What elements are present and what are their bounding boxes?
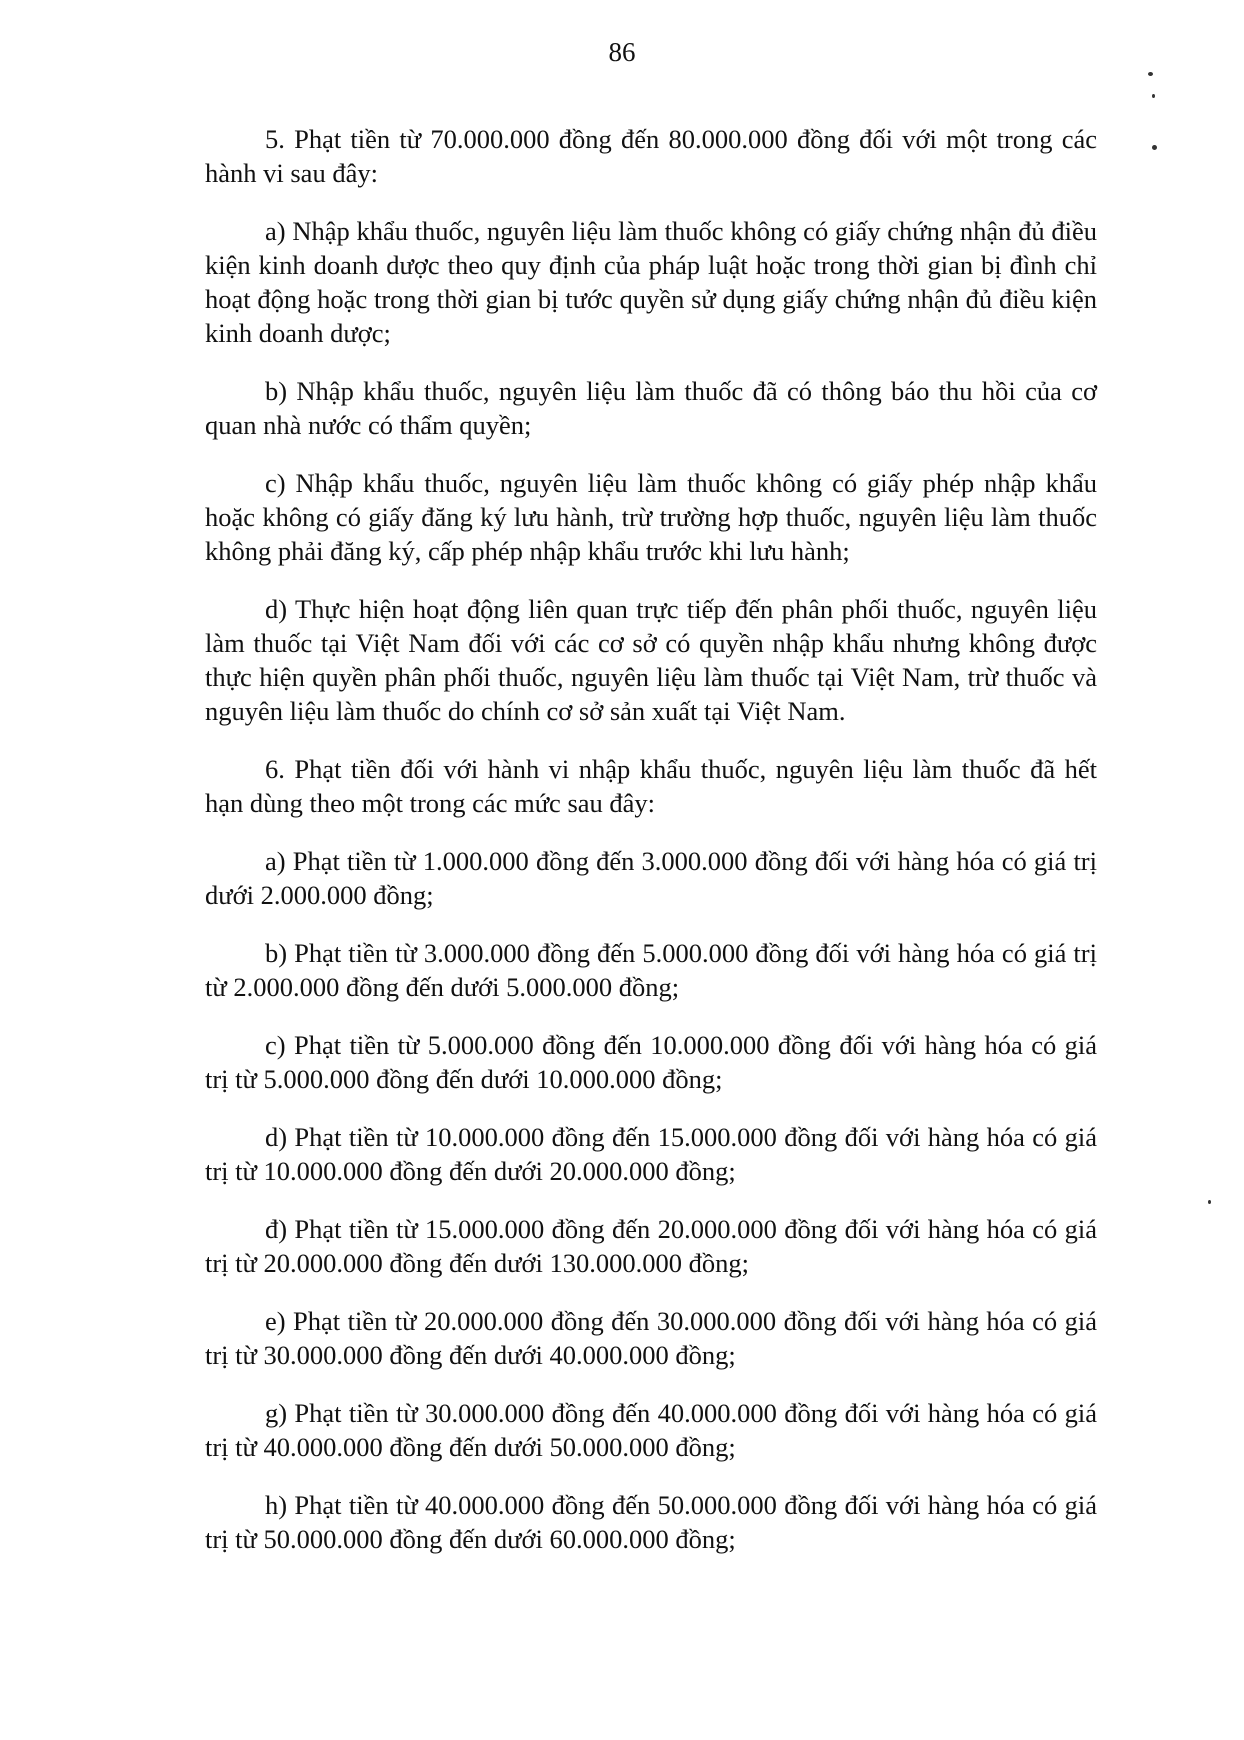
clause-6-dd: đ) Phạt tiền từ 15.000.000 đồng đến 20.000.000 đồng đối với hàng hóa có giá trị từ 20.000.000 đồng đến dưới 130.000.000 đồng; xyxy=(205,1214,1097,1278)
scan-speck xyxy=(1152,94,1155,98)
clause-5-a: a) Nhập khẩu thuốc, nguyên liệu làm thuốc không có giấy chứng nhận đủ điều kiện kinh doanh dược theo quy định của pháp luật hoặc trong thời gian bị đình chỉ hoạt động hoặc trong thời gian bị tước quyền sử dụng giấy chứng nhận đủ điều kiện kinh doanh dược; xyxy=(205,216,1097,348)
scan-speck xyxy=(1208,1200,1211,1204)
clause-6: 6. Phạt tiền đối với hành vi nhập khẩu thuốc, nguyên liệu làm thuốc đã hết hạn dùng theo một trong các mức sau đây: xyxy=(205,754,1097,818)
clause-6-d: d) Phạt tiền từ 10.000.000 đồng đến 15.000.000 đồng đối với hàng hóa có giá trị từ 10.000.000 đồng đến dưới 20.000.000 đồng; xyxy=(205,1122,1097,1186)
page-number: 86 xyxy=(608,37,636,67)
clause-6-a: a) Phạt tiền từ 1.000.000 đồng đến 3.000.000 đồng đối với hàng hóa có giá trị dưới 2.000.000 đồng; xyxy=(205,846,1097,910)
clause-6-e: e) Phạt tiền từ 20.000.000 đồng đến 30.000.000 đồng đối với hàng hóa có giá trị từ 30.000.000 đồng đến dưới 40.000.000 đồng; xyxy=(205,1306,1097,1370)
document-body xyxy=(205,122,1097,1580)
scan-speck xyxy=(1148,72,1153,76)
clause-6-g: g) Phạt tiền từ 30.000.000 đồng đến 40.000.000 đồng đối với hàng hóa có giá trị từ 40.000.000 đồng đến dưới 50.000.000 đồng; xyxy=(205,1398,1097,1462)
clause-5: 5. Phạt tiền từ 70.000.000 đồng đến 80.000.000 đồng đối với một trong các hành vi sau đây: xyxy=(205,124,1097,188)
clause-5-d: d) Thực hiện hoạt động liên quan trực tiếp đến phân phối thuốc, nguyên liệu làm thuốc tại Việt Nam đối với các cơ sở có quyền nhập khẩu nhưng không được thực hiện quyền phân phối thuốc, nguyên liệu làm thuốc tại Việt Nam, trừ thuốc và nguyên liệu làm thuốc do chính cơ sở sản xuất tại Việt Nam. xyxy=(205,594,1097,726)
clause-6-b: b) Phạt tiền từ 3.000.000 đồng đến 5.000.000 đồng đối với hàng hóa có giá trị từ 2.000.000 đồng đến dưới 5.000.000 đồng; xyxy=(205,938,1097,1002)
clause-6-c: c) Phạt tiền từ 5.000.000 đồng đến 10.000.000 đồng đối với hàng hóa có giá trị từ 5.000.000 đồng đến dưới 10.000.000 đồng; xyxy=(205,1030,1097,1094)
clause-5-b: b) Nhập khẩu thuốc, nguyên liệu làm thuốc đã có thông báo thu hồi của cơ quan nhà nước có thẩm quyền; xyxy=(205,376,1097,440)
clause-5-c: c) Nhập khẩu thuốc, nguyên liệu làm thuốc không có giấy phép nhập khẩu hoặc không có giấy đăng ký lưu hành, trừ trường hợp thuốc, nguyên liệu làm thuốc không phải đăng ký, cấp phép nhập khẩu trước khi lưu hành; xyxy=(205,468,1097,566)
clause-6-h: h) Phạt tiền từ 40.000.000 đồng đến 50.000.000 đồng đối với hàng hóa có giá trị từ 50.000.000 đồng đến dưới 60.000.000 đồng; xyxy=(205,1490,1097,1554)
scan-speck xyxy=(1152,145,1157,150)
